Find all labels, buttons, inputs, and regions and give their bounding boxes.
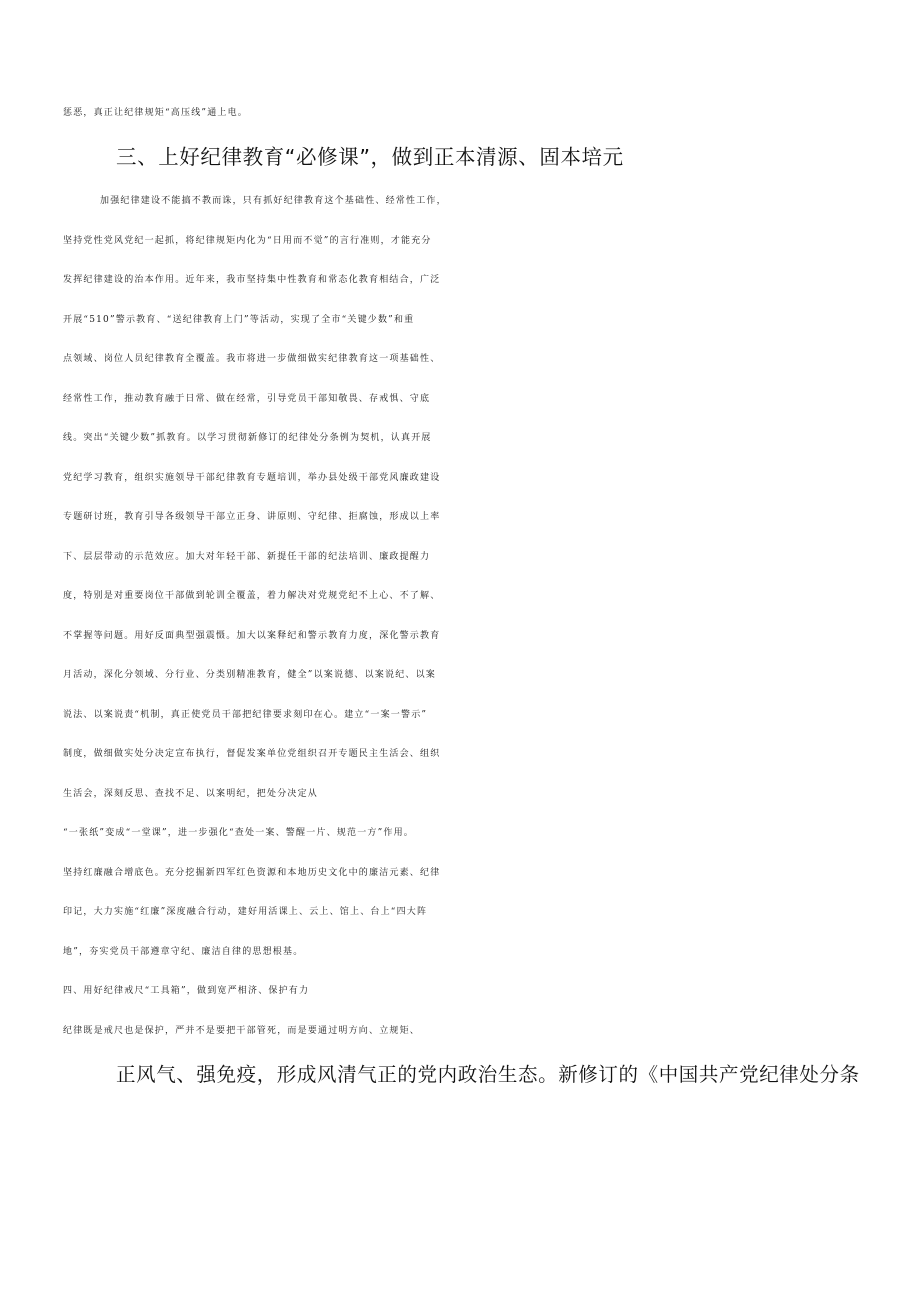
paragraph-line: “一张纸”变成“一堂课”，进一步强化“查处一案、警醒一片、规范一方”作用。 (63, 828, 415, 838)
paragraph-line: 四、用好纪律戒尺“工具箱”，做到宽严相济、保护有力 (63, 986, 310, 996)
paragraph-line: 制度，做细做实处分决定宣布执行，督促发案单位党组织召开专题民主生活会、组织 (63, 749, 441, 759)
paragraph-line: 专题研讨班，教育引导各级领导干部立正身、讲原则、守纪律、拒腐蚀，形成以上率 (63, 512, 441, 522)
paragraph-line: 度，特别是对重要岗位干部做到轮训全覆盖，着力解决对党规党纪不上心、不了解、 (63, 591, 441, 601)
paragraph-line: 下、层层带动的示范效应。加大对年轻干部、新提任干部的纪法培训、廉政提醒力 (63, 552, 431, 562)
paragraph-line: 坚持红廉融合增底色。充分挖掘新四军红色资源和本地历史文化中的廉洁元素、纪律 (63, 868, 441, 878)
paragraph-line: 生活会，深刻反思、查找不足、以案明纪，把处分决定从 (63, 789, 319, 799)
paragraph-line: 地”，夯实党员干部遵章守纪、廉洁自律的思想根基。 (63, 947, 304, 957)
section-heading-4: 正风气、强免疫，形成风清气正的党内政治生态。新修订的《中国共产党纪律处分条 (116, 1063, 860, 1086)
paragraph-line: 说法、以案说责“机制，真正使党员干部把纪律要求刻印在心。建立“一案一警示” (63, 710, 428, 720)
paragraph-line: 线。突出“关键少数”抓教育。以学习贯彻新修订的纪律处分条例为契机，认真开展 (63, 433, 432, 443)
paragraph-line (63, 1147, 863, 1171)
paragraph-line: 点领域、岗位人员纪律教育全覆盖。我市将进一步做细做实纪律教育这一项基础性、 (63, 354, 441, 364)
paragraph-line: 坚持党性党风党纪一起抓，将纪律规矩内化为“日用而不觉”的言行准则，才能充分 (63, 236, 432, 246)
paragraph-line: 不掌握等问题。用好反面典型强震慑。加大以案释纪和警示教育力度，深化警示教育 (63, 631, 441, 641)
paragraph-line: 纪律既是戒尺也是保护，严并不是要把干部管死，而是要通过明方向、立规矩、 (63, 1026, 421, 1036)
paragraph-line: 党纪学习教育，组织实施领导干部纪律教育专题培训，举办县处级干部党风廉政建设 (63, 473, 441, 483)
paragraph-line: 惩恶，真正让纪律规矩“高压线”通上电。 (63, 108, 249, 118)
paragraph-line (100, 1107, 900, 1131)
paragraph-line: 加强纪律建设不能搞不教而诛，只有抓好纪律教育这个基础性、经常性工作， (100, 196, 447, 206)
section-heading-3: 三、上好纪律教育“必修课”，做到正本清源、固本培元 (116, 145, 624, 169)
paragraph-line: 开展“510”警示教育、“送纪律教育上门”等活动，实现了全市“关键少数”和重 (63, 315, 415, 325)
paragraph-line: 印记，大力实施“红廉”深度融合行动，建好用活课上、云上、馆上、台上“四大阵 (63, 907, 428, 917)
paragraph-line: 月活动，深化分领域、分行业、分类别精准教育，健全”以案说德、以案说纪、以案 (63, 670, 437, 680)
paragraph-line: 经常性工作，推动教育融于日常、做在经常，引导党员干部知敬畏、存戒惧、守底 (63, 394, 431, 404)
paragraph-line: 发挥纪律建设的治本作用。近年来，我市坚持集中性教育和常态化教育相结合，广泛 (63, 275, 441, 285)
